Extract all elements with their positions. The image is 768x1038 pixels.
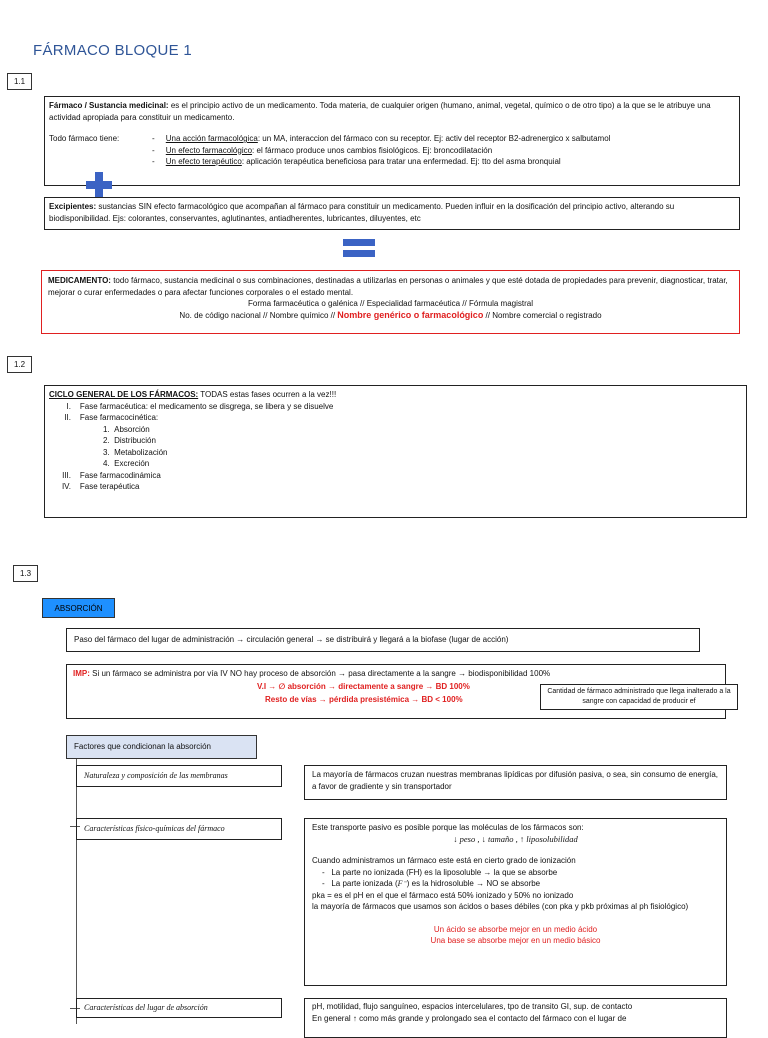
sub-item xyxy=(103,458,742,470)
phase-item xyxy=(49,470,742,482)
lugar-box: Características del lugar de absorción xyxy=(76,998,282,1018)
imp-label: IMP: xyxy=(73,669,90,678)
medicamento-box xyxy=(41,270,740,334)
phase-num: II. xyxy=(64,413,71,422)
imp-text: Si un fármaco se administra por vía IV NO hay proceso de absorción → pasa directamente a la sangre → biodisponibilidad 100% xyxy=(89,669,551,678)
farmaco-term: Fármaco / Sustancia medicinal: xyxy=(49,101,169,110)
imp-line xyxy=(73,668,719,680)
sub-num: 4. xyxy=(103,459,110,468)
sub-label: Metabolización xyxy=(114,447,168,457)
fq-ion: Cuando administramos un fármaco este está en cierto grado de ionización xyxy=(312,856,576,865)
farmaco-list xyxy=(152,133,735,168)
plus-icon-vertical xyxy=(95,172,103,198)
fq-intro: Este transporte pasivo es posible porque las moléculas de los fármacos son: xyxy=(312,823,584,832)
phase-item xyxy=(49,481,742,493)
naturaleza-text-box: La mayoría de fármacos cruzan nuestras membranas lipídicas por difusión pasiva, o sea, sin consumo de energía, a favor de gradiente y sin transportador xyxy=(304,765,727,800)
sub-num: 1. xyxy=(103,424,110,434)
phase-label: Fase farmacocinética: xyxy=(79,413,159,422)
section-tag-1-2: 1.2 xyxy=(7,356,32,373)
lugar-text2: En general ↑ como más grande y prolongado sea el contacto del fármaco con el lugar de xyxy=(312,1013,627,1023)
equals-icon xyxy=(343,239,375,246)
ciclo-heading xyxy=(49,389,742,401)
excipientes-box xyxy=(44,197,740,230)
section-tag-1-3: 1.3 xyxy=(13,565,38,582)
excipientes-term: Excipientes: xyxy=(49,202,97,211)
fq-item2a: La parte ionizada ( xyxy=(331,879,398,888)
sub-label: Distribución xyxy=(114,436,156,445)
medicamento-term: MEDICAMENTO: xyxy=(48,276,111,285)
fq-item2b: es la hidrosoluble → NO se absorbe xyxy=(409,879,541,888)
phase-item xyxy=(49,412,742,424)
ciclo-rest: TODAS estas fases ocurren a la vez!!! xyxy=(198,390,337,399)
item-u: Un efecto terapéutico xyxy=(165,157,242,166)
sub-item xyxy=(103,435,742,447)
sub-list xyxy=(103,424,742,470)
phase-item xyxy=(49,401,742,413)
fq-box: Características físico-químicas del fármaco xyxy=(76,818,282,840)
section-tag-1-1: 1.1 xyxy=(7,73,32,90)
item-rest: : aplicación terapéutica beneficiosa para tratar una enfermedad. Ej: tto del asma bronquial xyxy=(241,157,561,166)
ciclo-term: CICLO GENERAL DE LOS FÁRMACOS: xyxy=(49,390,199,399)
fq-item2f: F⁻ xyxy=(397,879,407,888)
fq-item1: La parte no ionizada (FH) es la liposoluble → la que se absorbe xyxy=(331,867,558,877)
fq-pka: pka = es el pH en el que el fármaco está 50% ionizado y 50% no ionizado xyxy=(312,890,574,900)
sub-num: 2. xyxy=(103,436,110,445)
ciclo-box xyxy=(44,385,747,518)
fq-item: - La parte no ionizada (FH) es la liposoluble → la que se absorbe xyxy=(322,867,558,877)
farmaco-def: es el principio activo de un medicamento. Toda materia, de cualquier origen (humano, animal, vegetal, químico o de otro tipo) a la que se le atribuye una actividad apropiada para constituir un medicamento. xyxy=(49,101,711,122)
phase-label: Fase farmacodinámica xyxy=(79,470,161,480)
page-title: FÁRMACO BLOQUE 1 xyxy=(33,42,192,59)
sub-item xyxy=(103,447,742,459)
sub-label: Absorción xyxy=(114,424,150,434)
fq-mayoria: la mayoría de fármacos que usamos son ácidos o bases débiles (con pka y pkb próximas al ph fisiológico) xyxy=(312,902,689,911)
fq-red2: Una base se absorbe mejor en un medio básico xyxy=(430,936,601,945)
vi-line: V.I → ∅ absorción → directamente a sangre → BD 100% xyxy=(257,682,470,691)
phase-label: Fase terapéutica xyxy=(79,482,140,491)
item-u: Un efecto farmacológico xyxy=(165,145,253,155)
nombre-generico: Nombre genérico o farmacológico xyxy=(337,309,484,320)
farmaco-box xyxy=(44,96,740,186)
lugar-text: pH, motilidad, flujo sanguíneo, espacios intercelulares, tpo de transito GI, sup. de contacto xyxy=(312,1002,633,1011)
factores-box: Factores que condicionan la absorción xyxy=(66,735,257,759)
fq-formula: ↓ peso , ↓ tamaño , ↑ liposolubilidad xyxy=(453,833,578,844)
code-line xyxy=(48,310,733,322)
lugar-text-box xyxy=(304,998,727,1038)
phase-num: IV. xyxy=(61,482,71,491)
sub-label: Excreción xyxy=(114,459,150,468)
resto-line: Resto de vías → pérdida presistémica → BD < 100% xyxy=(265,695,463,704)
naturaleza-box: Naturaleza y composición de las membranas xyxy=(76,765,282,787)
medicamento-def: todo fármaco, sustancia medicinal o sus combinaciones, destinadas a utilizarlas en personas o animales y que esté dotada de propiedades para prevenir, diagnosticar, tratar, mejorar o curar enfermedades o para afectar funciones corporales o el estado mental. xyxy=(48,276,728,297)
excipientes-def: sustancias SIN efecto farmacológico que acompañan al fármaco para constituir un medicamento. Pueden influir en la dosificación del principio activo, alterando su biodisponibilidad. Ejs: colorantes, conservantes, aglutinantes, antiadherentes, lubricantes, diluyentes, etc xyxy=(49,202,675,223)
connector-line xyxy=(76,759,77,1024)
code-b: // Nombre comercial o registrado xyxy=(483,310,602,320)
farmaco-props xyxy=(49,133,735,168)
code-a: No. de código nacional // Nombre químico // xyxy=(179,310,338,320)
phase-label: Fase farmacéutica: el medicamento se disgrega, se libera y se disuelve xyxy=(79,401,334,411)
phase-num: I. xyxy=(66,401,71,411)
list-item: - Un efecto farmacológico: el fármaco produce unos cambios fisiológicos. Ej: broncodilatación xyxy=(152,145,493,155)
farmaco-definition xyxy=(49,100,735,123)
fq-text-box xyxy=(304,818,727,986)
todo-label: Todo fármaco tiene: xyxy=(49,134,120,143)
paso-box: Paso del fármaco del lugar de administración → circulación general → se distribuirá y llegará a la biofase (lugar de acción) xyxy=(66,628,700,652)
phase-num: III. xyxy=(62,470,71,480)
bd-note-box: Cantidad de fármaco administrado que llega inalterado a la sangre con capacidad de producir ef xyxy=(540,684,738,710)
list-item: - Una acción farmacológica: un MA, interaccion del fármaco con su receptor. Ej: activ del receptor B2-adrenergico x salbutamol xyxy=(152,134,611,143)
item-rest: : un MA, interaccion del fármaco con su receptor. Ej: activ del receptor B2-adrenergico x salbutamol xyxy=(257,134,611,143)
absorcion-label: ABSORCIÓN xyxy=(42,598,115,618)
equals-icon-lower xyxy=(343,250,375,257)
fq-item: - La parte ionizada (F⁻) es la hidrosoluble → NO se absorbe xyxy=(322,879,541,888)
item-rest: : el fármaco produce unos cambios fisiológicos. Ej: broncodilatación xyxy=(252,145,493,155)
medicamento-definition xyxy=(48,275,733,298)
item-u: Una acción farmacológica xyxy=(165,134,258,143)
sub-num: 3. xyxy=(103,447,110,457)
sub-item xyxy=(103,424,742,436)
list-item: - Un efecto terapéutico: aplicación terapéutica beneficiosa para tratar una enfermedad. Ej: tto del asma bronquial xyxy=(152,157,561,166)
fq-red1: Un ácido se absorbe mejor en un medio ácido xyxy=(433,924,598,934)
forma-line: Forma farmacéutica o galénica // Especialidad farmacéutica // Fórmula magistral xyxy=(247,299,533,308)
